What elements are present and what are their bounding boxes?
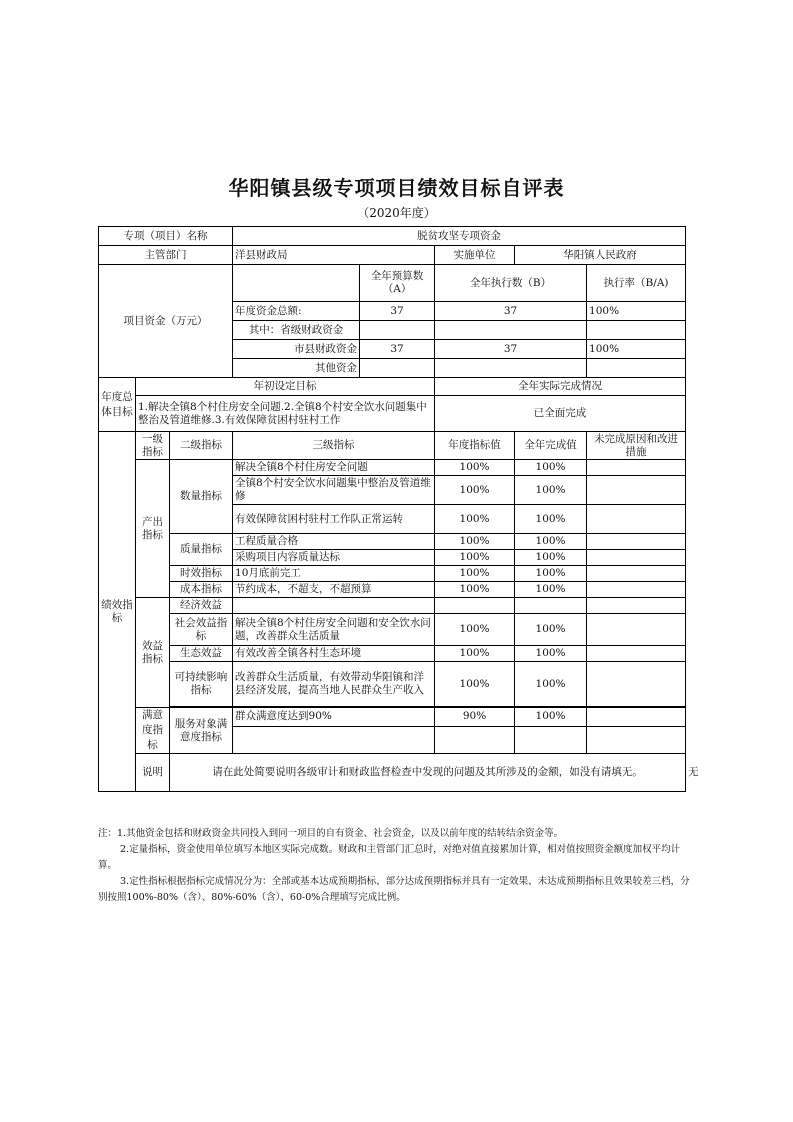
funds-row-budget: 37 <box>360 302 435 321</box>
indicator-actual: 100% <box>515 582 587 598</box>
indicator-target: 100% <box>435 505 515 534</box>
page-title: 华阳镇县级专项项目绩效目标自评表 <box>228 176 565 200</box>
self-evaluation-table: 专项（项目）名称 脱贫攻坚专项资金 主管部门 洋县财政局 实施单位 华阳镇人民政府 项目资金（万元） 全年预算数（A） 全年执行数（B） 执行率（B/A) 年度资金总额: 37 37 100% 其中：省级财政资金 市县财政资金 37 37 100% 其他资金 年度总体目标 年初设定目标 全年实际完成情况 1.解决全镇8个村住房安全问题.2.全镇8个村安全饮水问题集中整治及管道维修.3.有效保障贫困村驻村工作 已全面完成 绩效指标 一级指标 二级指标 三级指标 年度指标值 全年完成值 未完成原因和改进措施 产出指标 数量指标 解决全镇8个村住房安全问题 100% 100% 全镇8个村安全饮水问题集中整治及管道维修 100% 100% 有效保障贫困村驻村工作队正常运转 100% 100% 质量指标 工程质量合格 100% 100% 采购项目内容质量达标 100% 100% 时效指标 10月底前完工 100% 100% 成本指标 节约成本，不超支，不超预算 100% 100% 效益指标 经济效益 社会效益指标 解决全镇8个村住房安全问题和安全饮水问题，改善群众生活质量 100% 100% 生态效益 有效改善全镇各村生态环境 100% 100% 可持续影响指标 改善群众生活质量，有效带动华阳镇和洋县经济发展，提高当地人民群众生产收入 100% 100% 满意度指标 服务对象满意度指标 群众满意度达到90% 90% 100% 说明 请在此处简要说明各级审计和财政监督检查中发现的问题及其所涉及的金额，如没有请填无。 无 <box>98 226 686 792</box>
indicator-actual: 100% <box>515 646 587 662</box>
indicator-actual: 100% <box>515 534 587 550</box>
eco-indicator-label: 生态效益 <box>170 646 233 662</box>
indicator-reason <box>587 582 686 598</box>
funds-label: 项目资金（万元） <box>99 265 233 378</box>
quantity-indicator-label: 数量指标 <box>170 460 233 534</box>
funds-row-exec <box>435 321 587 340</box>
report-year: （2020年度） <box>357 206 436 220</box>
funds-row-rate: 100% <box>587 302 686 321</box>
indicator-text: 改善群众生活质量，有效带动华阳镇和洋县经济发展，提高当地人民群众生产收入 <box>233 662 435 707</box>
indicator-actual: 100% <box>515 505 587 534</box>
indicator-reason <box>587 598 686 614</box>
footnote: 注：1.其他资金包括和财政资金共同投入到同一项目的自有资金、社会资金，以及以前年度的结转结余资金等。 <box>98 828 564 839</box>
indicator-reason <box>587 708 686 727</box>
social-indicator-label: 社会效益指标 <box>170 614 233 646</box>
indicator-reason <box>587 726 686 753</box>
funds-row-exec: 37 <box>435 340 587 359</box>
indicator-actual: 100% <box>515 476 587 505</box>
funds-row-rate <box>587 321 686 340</box>
goals-done-text: 已全面完成 <box>435 396 686 432</box>
level2-header: 二级指标 <box>170 432 233 460</box>
indicator-actual: 100% <box>515 662 587 707</box>
indicator-text: 工程质量合格 <box>233 534 435 550</box>
indicator-actual: 100% <box>515 460 587 476</box>
project-name-label: 专项（项目）名称 <box>99 227 233 246</box>
service-indicator-label: 服务对象满意度指标 <box>170 708 233 754</box>
indicator-text <box>233 598 435 614</box>
indicator-reason <box>587 614 686 646</box>
indicator-reason <box>587 566 686 582</box>
indicators-label: 绩效指标 <box>99 432 136 792</box>
quality-indicator-label: 质量指标 <box>170 534 233 566</box>
indicator-reason <box>587 550 686 566</box>
indicator-text: 有效改善全镇各村生态环境 <box>233 646 435 662</box>
goals-label: 年度总体目标 <box>99 378 136 432</box>
indicator-reason <box>587 534 686 550</box>
remark-label: 说明 <box>136 754 170 792</box>
indicator-actual: 100% <box>515 550 587 566</box>
indicator-actual: 100% <box>515 614 587 646</box>
sustain-indicator-label: 可持续影响指标 <box>170 662 233 707</box>
indicator-text: 10月底前完工 <box>233 566 435 582</box>
actual-header: 全年完成值 <box>515 432 587 460</box>
indicator-target: 100% <box>435 460 515 476</box>
footnotes <box>98 826 698 906</box>
funds-row-label: 市县财政资金 <box>233 340 360 359</box>
impl-value: 华阳镇人民政府 <box>515 246 686 265</box>
dept-label: 主管部门 <box>99 246 233 265</box>
goals-set-header: 年初设定目标 <box>136 378 435 396</box>
footnote: 2.定量指标，资金使用单位填写本地区实际完成数。财政和主管部门汇总时，对绝对值直接累加计算，相对值按照资金额度加权平均计算。 <box>98 844 681 871</box>
indicator-text: 群众满意度达到90% <box>233 708 435 727</box>
indicator-target: 100% <box>435 566 515 582</box>
economic-indicator-label: 经济效益 <box>170 598 233 614</box>
indicator-actual <box>515 726 587 753</box>
indicator-text: 节约成本，不超支，不超预算 <box>233 582 435 598</box>
level1-header: 一级指标 <box>136 432 170 460</box>
output-indicator-label: 产出指标 <box>136 460 170 598</box>
level3-header: 三级指标 <box>233 432 435 460</box>
indicator-text: 解决全镇8个村住房安全问题 <box>233 460 435 476</box>
indicator-reason <box>587 646 686 662</box>
funds-row-rate <box>587 359 686 378</box>
indicator-target: 100% <box>435 476 515 505</box>
budget-header: 全年预算数（A） <box>360 265 435 302</box>
goals-set-text: 1.解决全镇8个村住房安全问题.2.全镇8个村安全饮水问题集中整治及管道维修.3.有效保障贫困村驻村工作 <box>136 396 435 432</box>
cost-indicator-label: 成本指标 <box>170 582 233 598</box>
exec-header: 全年执行数（B） <box>435 265 587 302</box>
dept-value: 洋县财政局 <box>233 246 435 265</box>
benefit-indicator-label: 效益指标 <box>136 598 170 708</box>
funds-row-budget <box>360 321 435 340</box>
indicator-text <box>233 726 435 753</box>
indicator-target: 100% <box>435 662 515 707</box>
funds-row-label: 年度资金总额: <box>233 302 360 321</box>
impl-label: 实施单位 <box>435 246 515 265</box>
funds-row-label: 其中：省级财政资金 <box>233 321 360 340</box>
indicator-target: 100% <box>435 646 515 662</box>
funds-row-budget <box>360 359 435 378</box>
remark-text: 请在此处简要说明各级审计和财政监督检查中发现的问题及其所涉及的金额，如没有请填无。 <box>170 754 686 792</box>
indicator-target <box>435 598 515 614</box>
reason-header: 未完成原因和改进措施 <box>587 432 686 460</box>
goals-done-header: 全年实际完成情况 <box>435 378 686 396</box>
indicator-reason <box>587 476 686 505</box>
funds-row-label: 其他资金 <box>233 359 360 378</box>
funds-header-blank <box>233 265 360 302</box>
indicator-actual: 100% <box>515 708 587 727</box>
indicator-text: 有效保障贫困村驻村工作队正常运转 <box>233 505 435 534</box>
funds-row-exec: 37 <box>435 302 587 321</box>
rate-header: 执行率（B/A) <box>587 265 686 302</box>
time-indicator-label: 时效指标 <box>170 566 233 582</box>
target-header: 年度指标值 <box>435 432 515 460</box>
footnote: 3.定性指标根据指标完成情况分为：全部或基本达成预期指标、部分达成预期指标并具有一定效果、未达成预期指标且效果较差三档，分别按照100%-80%（含）、80%-60%（含）、60-0%合理填写完成比例。 <box>98 876 690 903</box>
indicator-text: 全镇8个村安全饮水问题集中整治及管道维修 <box>233 476 435 505</box>
indicator-target: 100% <box>435 582 515 598</box>
indicator-target: 90% <box>435 708 515 727</box>
indicator-reason <box>587 505 686 534</box>
project-name-value: 脱贫攻坚专项资金 <box>233 227 686 246</box>
indicator-text: 解决全镇8个村住房安全问题和安全饮水问题，改善群众生活质量 <box>233 614 435 646</box>
indicator-actual <box>515 598 587 614</box>
indicator-actual: 100% <box>515 566 587 582</box>
indicator-reason <box>587 460 686 476</box>
indicator-target: 100% <box>435 534 515 550</box>
funds-row-exec <box>435 359 587 378</box>
indicator-text: 采购项目内容质量达标 <box>233 550 435 566</box>
indicator-reason <box>587 662 686 707</box>
indicator-target: 100% <box>435 550 515 566</box>
indicator-target: 100% <box>435 614 515 646</box>
funds-row-budget: 37 <box>360 340 435 359</box>
funds-row-rate: 100% <box>587 340 686 359</box>
indicator-target <box>435 726 515 753</box>
satisfaction-indicator-label: 满意度指标 <box>136 708 170 754</box>
